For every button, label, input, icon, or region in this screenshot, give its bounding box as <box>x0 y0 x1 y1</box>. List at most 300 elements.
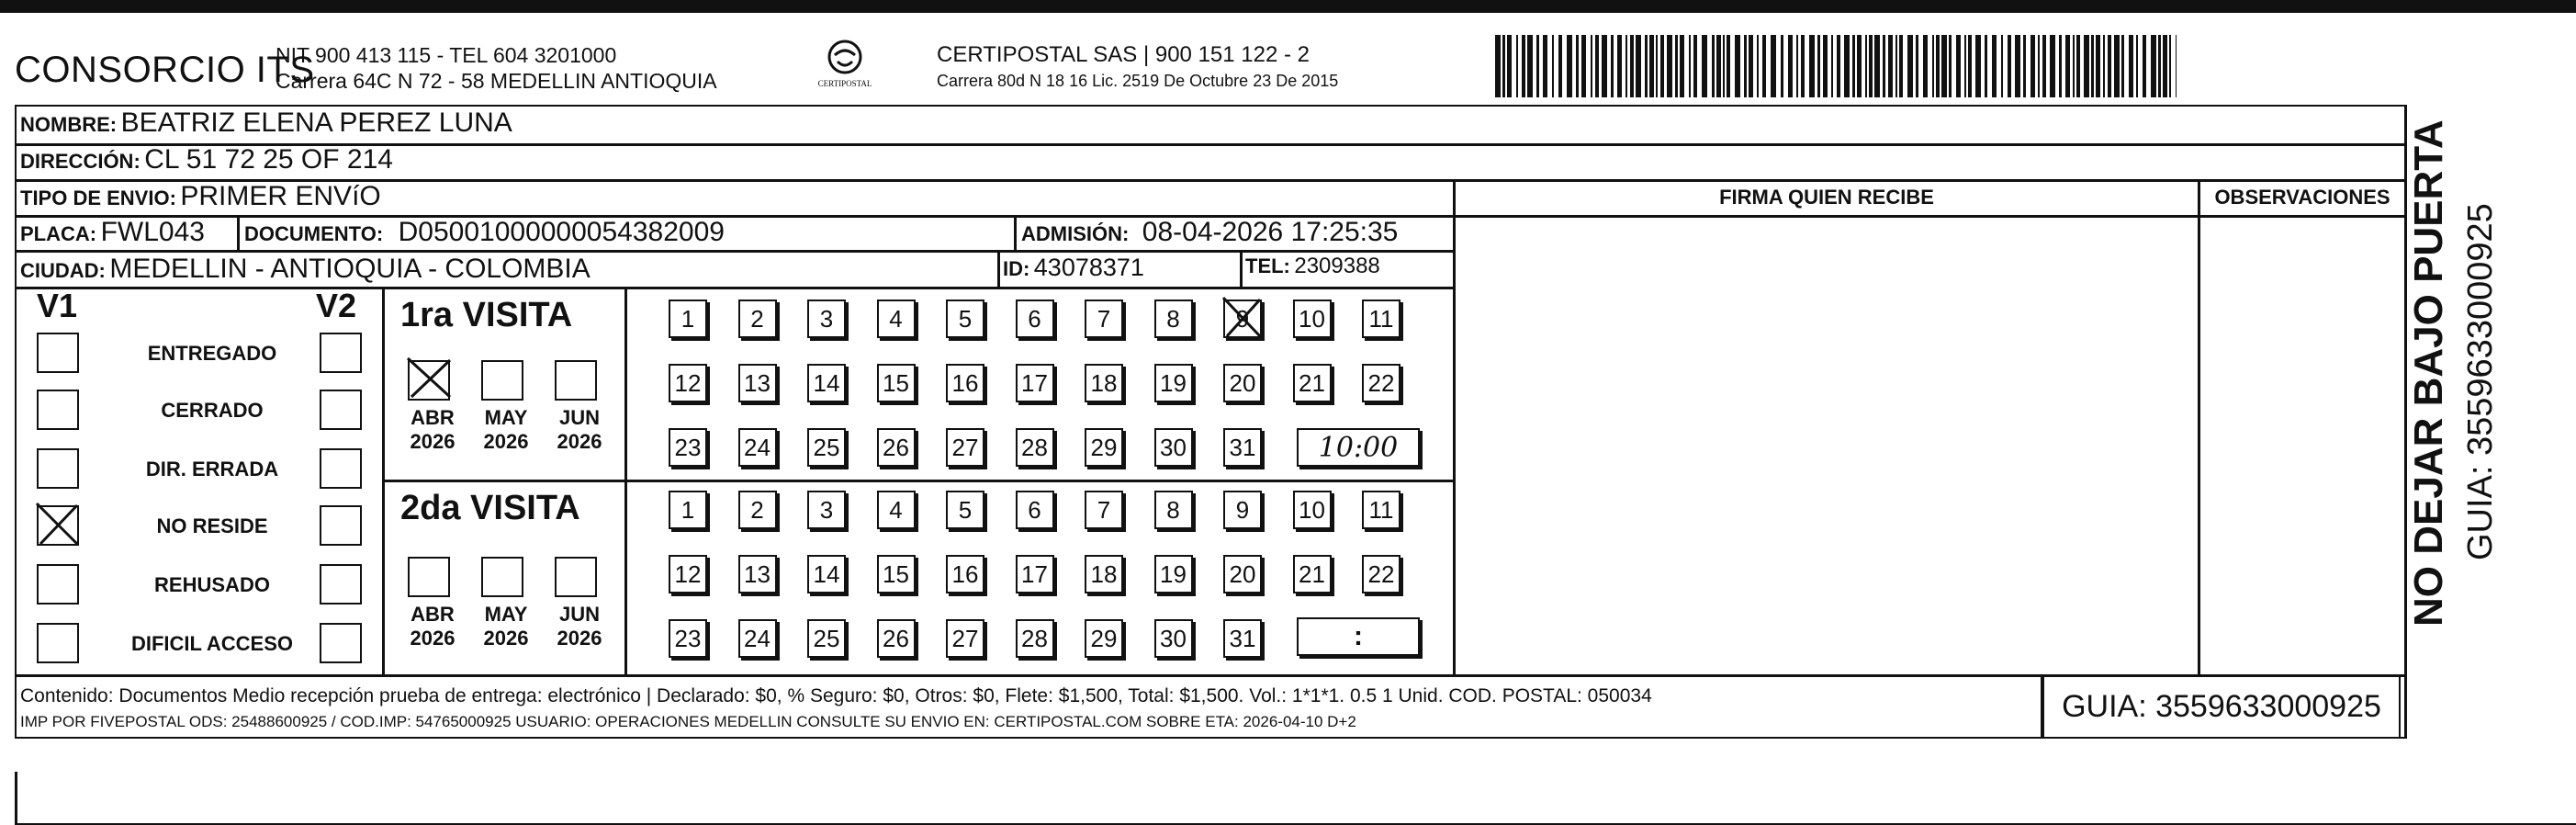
barcode-bar <box>2151 35 2156 97</box>
carrier-line: CERTIPOSTAL SAS | 900 151 122 - 2 <box>937 42 1310 67</box>
barcode-bar <box>1591 35 1592 97</box>
day-number: 24 <box>744 433 771 461</box>
barcode-bar <box>2136 35 2138 97</box>
day-number: 10 <box>1299 495 1325 524</box>
direccion-label: DIRECCIÓN: <box>20 150 141 173</box>
barcode-bar <box>2121 35 2124 97</box>
barcode-bar <box>1831 35 1833 97</box>
barcode-bar <box>2114 35 2120 97</box>
barcode-bar <box>1749 35 1753 97</box>
col-divider <box>1453 179 1456 675</box>
barcode-bar <box>1522 35 1525 97</box>
barcode-bar <box>1923 35 1928 97</box>
month-name: MAY <box>484 603 528 626</box>
day-box[interactable] <box>1223 491 1262 529</box>
day-number: 1 <box>681 304 695 333</box>
day-number: 7 <box>1097 304 1111 333</box>
day-box[interactable] <box>738 491 777 529</box>
barcode-bar <box>2129 35 2133 97</box>
month-label <box>474 603 538 650</box>
day-box[interactable] <box>877 428 916 467</box>
day-box[interactable] <box>669 364 707 402</box>
day-box[interactable] <box>1154 428 1193 467</box>
day-number: 18 <box>1090 368 1118 397</box>
day-box[interactable] <box>877 619 916 658</box>
status-v1-checkbox[interactable] <box>37 564 79 605</box>
month-label <box>547 603 612 650</box>
day-box[interactable] <box>877 555 916 593</box>
status-v2-checkbox[interactable] <box>320 564 362 605</box>
day-number: 22 <box>1367 368 1395 397</box>
ciudad-value: MEDELLIN - ANTIOQUIA - COLOMBIA <box>109 254 591 284</box>
nombre-row <box>20 107 512 139</box>
barcode-bar <box>2076 35 2080 97</box>
visit-divider <box>382 480 1455 482</box>
day-number: 30 <box>1160 433 1187 461</box>
company-info <box>276 42 717 94</box>
day-box[interactable] <box>1085 555 1123 593</box>
barcode-bar <box>1595 35 1599 97</box>
day-box[interactable] <box>669 299 707 338</box>
status-v2-checkbox[interactable] <box>320 448 362 489</box>
day-box[interactable] <box>738 555 777 593</box>
signature-area[interactable] <box>1457 217 2197 672</box>
month-checkbox[interactable] <box>555 360 597 401</box>
day-box[interactable] <box>738 619 777 658</box>
id-row <box>1003 254 1144 282</box>
day-number: 23 <box>674 433 702 461</box>
day-number: 14 <box>813 368 840 397</box>
day-number: 16 <box>951 368 979 397</box>
ciudad-label: CIUDAD: <box>20 259 106 282</box>
direccion-value: CL 51 72 25 OF 214 <box>144 144 393 175</box>
barcode-bar <box>1723 35 1725 97</box>
day-box[interactable] <box>946 491 984 529</box>
day-box[interactable] <box>1016 299 1054 338</box>
barcode-bar <box>1636 35 1641 97</box>
day-box[interactable] <box>946 555 984 593</box>
barcode-bar <box>1968 35 1972 97</box>
side-warning: NO DEJAR BAJO PUERTA <box>2406 119 2451 627</box>
day-number: 12 <box>674 368 702 397</box>
day-number: 11 <box>1368 304 1394 333</box>
month-name: ABR <box>411 603 455 626</box>
barcode-bar <box>1735 35 1740 97</box>
day-box[interactable] <box>1362 299 1400 338</box>
day-number: 26 <box>883 433 909 461</box>
footer-print-info: IMP POR FIVEPOSTAL ODS: 25488600925 / COD.IMP: 54765000925 USUARIO: OPERACIONES MEDELLIN CONSULTE SU ENVIO EN: CERTIPOSTAL.COM SOBRE ETA: 2026-04-10 D+2 <box>20 713 1356 730</box>
day-box[interactable] <box>807 299 846 338</box>
barcode-bar <box>2169 35 2171 97</box>
barcode-bar <box>1502 35 1505 97</box>
day-number: 9 <box>1235 495 1250 524</box>
day-box[interactable] <box>1085 428 1123 467</box>
barcode-bar <box>2038 35 2040 97</box>
barcode-bar <box>1865 35 1867 97</box>
day-box[interactable] <box>1293 555 1332 593</box>
barcode-bar <box>1992 35 1997 97</box>
barcode-bar <box>1543 35 1547 97</box>
month-label <box>400 406 465 454</box>
day-box[interactable] <box>1223 428 1262 467</box>
day-box[interactable] <box>946 619 984 658</box>
tel-value: 2309388 <box>1294 254 1380 278</box>
day-number: 8 <box>1166 495 1180 524</box>
day-number: 28 <box>1021 624 1048 652</box>
day-number: 23 <box>674 624 702 652</box>
footer-contents: Contenido: Documentos Medio recepción prueba de entrega: electrónico | Declarado: $0, % Seguro: $0, Otros: $0, Flete: $1,500, Total: $1,500. Vol.: 1*1*1. 0.5 1 Unid. COD. POSTAL: 050034 <box>20 685 1652 706</box>
barcode-bar <box>2023 35 2026 97</box>
visit2-time: : <box>1354 621 1363 651</box>
barcode-bar <box>2030 35 2035 97</box>
row-divider <box>15 287 1455 289</box>
barcode-bar <box>1611 35 1614 97</box>
col-divider <box>1240 250 1243 287</box>
day-number: 3 <box>819 304 834 333</box>
barcode-bar <box>1680 35 1684 97</box>
day-number: 17 <box>1021 368 1048 397</box>
barcode-bar <box>1617 35 1622 97</box>
day-number: 7 <box>1097 495 1111 524</box>
day-number: 31 <box>1229 433 1256 461</box>
day-number: 2 <box>750 304 764 333</box>
day-box[interactable] <box>738 299 777 338</box>
barcode-bar <box>1895 35 1897 97</box>
tipo-row <box>20 181 381 212</box>
month-name: JUN <box>558 406 600 429</box>
barcode-icon <box>1495 35 2177 97</box>
day-box[interactable] <box>1362 555 1400 593</box>
month-name: JUN <box>558 603 600 626</box>
month-year: 2026 <box>557 430 602 453</box>
check-mark-icon <box>1221 296 1260 336</box>
month-checkbox[interactable] <box>481 360 523 401</box>
col-divider <box>1014 215 1017 250</box>
day-number: 1 <box>681 495 695 524</box>
day-box[interactable] <box>946 428 984 467</box>
day-number: 15 <box>883 368 909 397</box>
status-v1-checkbox[interactable] <box>37 333 79 373</box>
day-number: 25 <box>813 624 840 652</box>
barcode-bar <box>1552 35 1554 97</box>
barcode-bar <box>1956 35 1961 97</box>
day-number: 21 <box>1299 559 1325 588</box>
day-box[interactable] <box>738 428 777 467</box>
barcode-bar <box>1576 35 1579 97</box>
day-number: 13 <box>744 368 771 397</box>
status-label: NO RESIDE <box>156 514 268 537</box>
month-name: ABR <box>411 406 455 429</box>
day-number: 13 <box>744 559 771 588</box>
day-box[interactable] <box>807 555 846 593</box>
day-box[interactable] <box>1154 619 1193 658</box>
day-number: 29 <box>1090 624 1118 652</box>
day-number: 4 <box>889 495 903 524</box>
status-v2-checkbox[interactable] <box>320 333 362 373</box>
day-number: 21 <box>1299 368 1325 397</box>
status-v2-checkbox[interactable] <box>320 390 362 430</box>
day-box[interactable] <box>738 364 777 402</box>
day-box[interactable] <box>1016 364 1054 402</box>
barcode-bar <box>2059 35 2062 97</box>
barcode-bar <box>1660 35 1664 97</box>
day-box[interactable] <box>877 364 916 402</box>
barcode-bar <box>2176 35 2177 97</box>
nombre-value: BEATRIZ ELENA PEREZ LUNA <box>120 107 512 138</box>
day-number: 5 <box>958 304 973 333</box>
visit1-title: 1ra VISITA <box>400 296 573 334</box>
day-box[interactable] <box>1085 299 1123 338</box>
status-v2-checkbox[interactable] <box>320 623 362 663</box>
barcode-bar <box>2015 35 2020 97</box>
barcode-bar <box>1675 35 1678 97</box>
day-number: 27 <box>951 624 979 652</box>
barcode-bar <box>1744 35 1747 97</box>
visit1-time-box[interactable] <box>1297 428 1420 467</box>
v1-header: V1 <box>37 287 78 324</box>
barcode-bar <box>2001 35 2003 97</box>
day-number: 2 <box>750 495 764 524</box>
barcode-bar <box>2163 35 2167 97</box>
day-box[interactable] <box>1085 491 1123 529</box>
company-address: Carrera 64C N 72 - 58 MEDELLIN ANTIOQUIA <box>276 69 717 93</box>
visit2-time-box[interactable] <box>1297 617 1420 656</box>
barcode-bar <box>1527 35 1533 97</box>
barcode-bar <box>1823 35 1828 97</box>
barcode-bar <box>1837 35 1840 97</box>
barcode-bar <box>1869 35 1873 97</box>
status-label: DIFICIL ACCESO <box>130 632 293 655</box>
barcode-bar <box>1975 35 1981 97</box>
barcode-bar <box>1985 35 1987 97</box>
direccion-row <box>20 144 393 175</box>
status-v1-checkbox[interactable] <box>37 448 79 489</box>
day-box[interactable] <box>1085 364 1123 402</box>
day-box[interactable] <box>1362 364 1400 402</box>
day-box[interactable] <box>807 364 846 402</box>
day-number: 29 <box>1090 433 1118 461</box>
barcode-bar <box>2096 35 2100 97</box>
barcode-bar <box>1899 35 1903 97</box>
guia-number-box <box>2042 674 2401 739</box>
day-box[interactable] <box>1016 491 1054 529</box>
company-name: CONSORCIO ITS <box>15 50 315 90</box>
month-year: 2026 <box>410 430 456 453</box>
day-number: 6 <box>1028 495 1041 524</box>
month-checkbox[interactable] <box>408 360 450 401</box>
barcode-bar <box>2143 35 2146 97</box>
month-checkbox[interactable] <box>555 557 597 597</box>
nit-line: NIT 900 413 115 - TEL 604 3201000 <box>276 43 617 67</box>
day-box[interactable] <box>807 619 846 658</box>
day-number: 22 <box>1367 559 1395 588</box>
month-year: 2026 <box>410 627 456 650</box>
placa-value: FWL043 <box>100 217 205 247</box>
certipostal-logo-icon <box>817 37 872 99</box>
barcode-bar <box>1781 35 1783 97</box>
barcode-bar <box>2008 35 2011 97</box>
day-box[interactable] <box>669 619 707 658</box>
month-checkbox[interactable] <box>481 557 523 597</box>
firma-header: FIRMA QUIEN RECIBE <box>1719 186 1934 209</box>
day-box[interactable] <box>946 364 984 402</box>
day-box[interactable] <box>807 491 846 529</box>
barcode-bar <box>1852 35 1855 97</box>
day-box[interactable] <box>1223 619 1262 658</box>
observaciones-header: OBSERVACIONES <box>2214 186 2390 209</box>
day-number: 17 <box>1021 559 1048 588</box>
barcode-bar <box>1907 35 1913 97</box>
barcode-bar <box>2073 35 2075 97</box>
day-box[interactable] <box>1016 619 1054 658</box>
barcode-bar <box>1702 35 1707 97</box>
visit1-time: 10:00 <box>1318 431 1399 464</box>
day-box[interactable] <box>1293 364 1332 402</box>
day-box[interactable] <box>669 555 707 593</box>
month-label <box>400 603 465 650</box>
day-box[interactable] <box>669 428 707 467</box>
day-number: 20 <box>1229 559 1256 588</box>
day-box[interactable] <box>1085 619 1123 658</box>
barcode-bar <box>1757 35 1759 97</box>
day-number: 16 <box>951 559 979 588</box>
barcode-bar <box>1630 35 1634 97</box>
barcode-bar <box>1516 35 1518 97</box>
placa-label: PLACA: <box>20 222 97 245</box>
barcode-bar <box>1817 35 1820 97</box>
day-number: 6 <box>1028 304 1041 333</box>
barcode-bar <box>1796 35 1798 97</box>
barcode-bar <box>1625 35 1627 97</box>
status-v1-checkbox[interactable] <box>37 623 79 663</box>
barcode-bar <box>1844 35 1850 97</box>
barcode-bar <box>2108 35 2111 97</box>
day-box[interactable] <box>1154 491 1193 529</box>
barcode-bar <box>1649 35 1654 97</box>
day-box[interactable] <box>1016 428 1054 467</box>
barcode-bar <box>1964 35 1966 97</box>
barcode-bar <box>1558 35 1562 97</box>
barcode-bar <box>2091 35 2094 97</box>
day-number: 4 <box>889 304 903 333</box>
v2-header: V2 <box>316 287 357 324</box>
barcode-bar <box>2084 35 2089 97</box>
barcode-bar <box>1536 35 1539 97</box>
barcode-bar <box>2158 35 2161 97</box>
placa-row <box>20 217 205 248</box>
documento-row <box>244 217 725 248</box>
barcode-bar <box>1602 35 1607 97</box>
visit2-title: 2da VISITA <box>400 489 580 527</box>
barcode-bar <box>1507 35 1512 97</box>
tel-label: TEL: <box>1245 254 1290 277</box>
day-box[interactable] <box>1362 491 1400 529</box>
day-box[interactable] <box>807 428 846 467</box>
barcode-bar <box>1495 35 1501 97</box>
day-box[interactable] <box>1293 491 1332 529</box>
side-guia: GUIA: 3559633000925 <box>2461 203 2500 560</box>
barcode-bar <box>1916 35 1918 97</box>
lower-edge <box>15 772 17 825</box>
day-number: 26 <box>883 624 909 652</box>
day-box[interactable] <box>877 491 916 529</box>
ciudad-row <box>20 254 591 285</box>
day-number: 27 <box>951 433 979 461</box>
day-number: 3 <box>819 495 834 524</box>
col-divider <box>997 250 1000 287</box>
id-value: 43078371 <box>1033 254 1144 281</box>
day-box[interactable] <box>1223 364 1262 402</box>
observations-area[interactable] <box>2200 217 2402 672</box>
row-divider <box>2199 179 2406 182</box>
status-label: REHUSADO <box>154 573 270 596</box>
month-label <box>547 406 612 454</box>
day-number: 15 <box>883 559 909 588</box>
barcode-bar <box>1936 35 1940 97</box>
day-box[interactable] <box>669 491 707 529</box>
barcode-bar <box>2050 35 2055 97</box>
top-border <box>0 0 2576 13</box>
nombre-label: NOMBRE: <box>20 113 118 136</box>
day-number: 5 <box>958 495 973 524</box>
day-box[interactable] <box>1293 299 1332 338</box>
day-box[interactable] <box>1223 555 1262 593</box>
tipo-label: TIPO DE ENVIO: <box>20 186 176 209</box>
day-box[interactable] <box>946 299 984 338</box>
documento-label: DOCUMENTO: <box>244 222 384 245</box>
day-box[interactable] <box>1016 555 1054 593</box>
day-number: 18 <box>1090 559 1118 588</box>
month-year: 2026 <box>483 430 529 453</box>
status-v2-checkbox[interactable] <box>320 505 362 546</box>
day-box[interactable] <box>1154 555 1193 593</box>
barcode-bar <box>1567 35 1572 97</box>
day-box[interactable] <box>877 299 916 338</box>
barcode-bar <box>2103 35 2105 97</box>
barcode-bar <box>1727 35 1730 97</box>
barcode-bar <box>1949 35 1952 97</box>
barcode-bar <box>1693 35 1697 97</box>
id-label: ID: <box>1003 257 1030 280</box>
documento-value: D05001000000054382009 <box>398 217 725 247</box>
day-number: 24 <box>744 624 771 652</box>
status-v1-checkbox[interactable] <box>37 390 79 430</box>
barcode-bar <box>1883 35 1885 97</box>
guia-number: GUIA: 3559633000925 <box>2062 688 2381 724</box>
status-label: CERRADO <box>161 399 264 422</box>
month-checkbox[interactable] <box>408 557 450 597</box>
barcode-bar <box>1656 35 1658 97</box>
day-box[interactable] <box>1154 299 1193 338</box>
carrier-address: Carrera 80d N 18 16 Lic. 2519 De Octubre 23 De 2015 <box>937 72 1339 90</box>
barcode-bar <box>1716 35 1721 97</box>
barcode-bar <box>2042 35 2046 97</box>
day-number: 14 <box>813 559 840 588</box>
admision-label: ADMISIÓN: <box>1021 222 1130 245</box>
month-year: 2026 <box>557 627 602 650</box>
barcode-bar <box>1809 35 1815 97</box>
barcode-bar <box>1581 35 1586 97</box>
day-number: 19 <box>1160 559 1187 588</box>
barcode-bar <box>1645 35 1648 97</box>
admision-value: 08-04-2026 17:25:35 <box>1142 217 1399 247</box>
status-v1-checkbox[interactable] <box>37 505 79 546</box>
month-name: MAY <box>484 406 528 429</box>
day-box[interactable] <box>1154 364 1193 402</box>
day-number: 31 <box>1229 624 1256 652</box>
barcode-bar <box>1788 35 1793 97</box>
day-box[interactable] <box>1223 299 1262 338</box>
